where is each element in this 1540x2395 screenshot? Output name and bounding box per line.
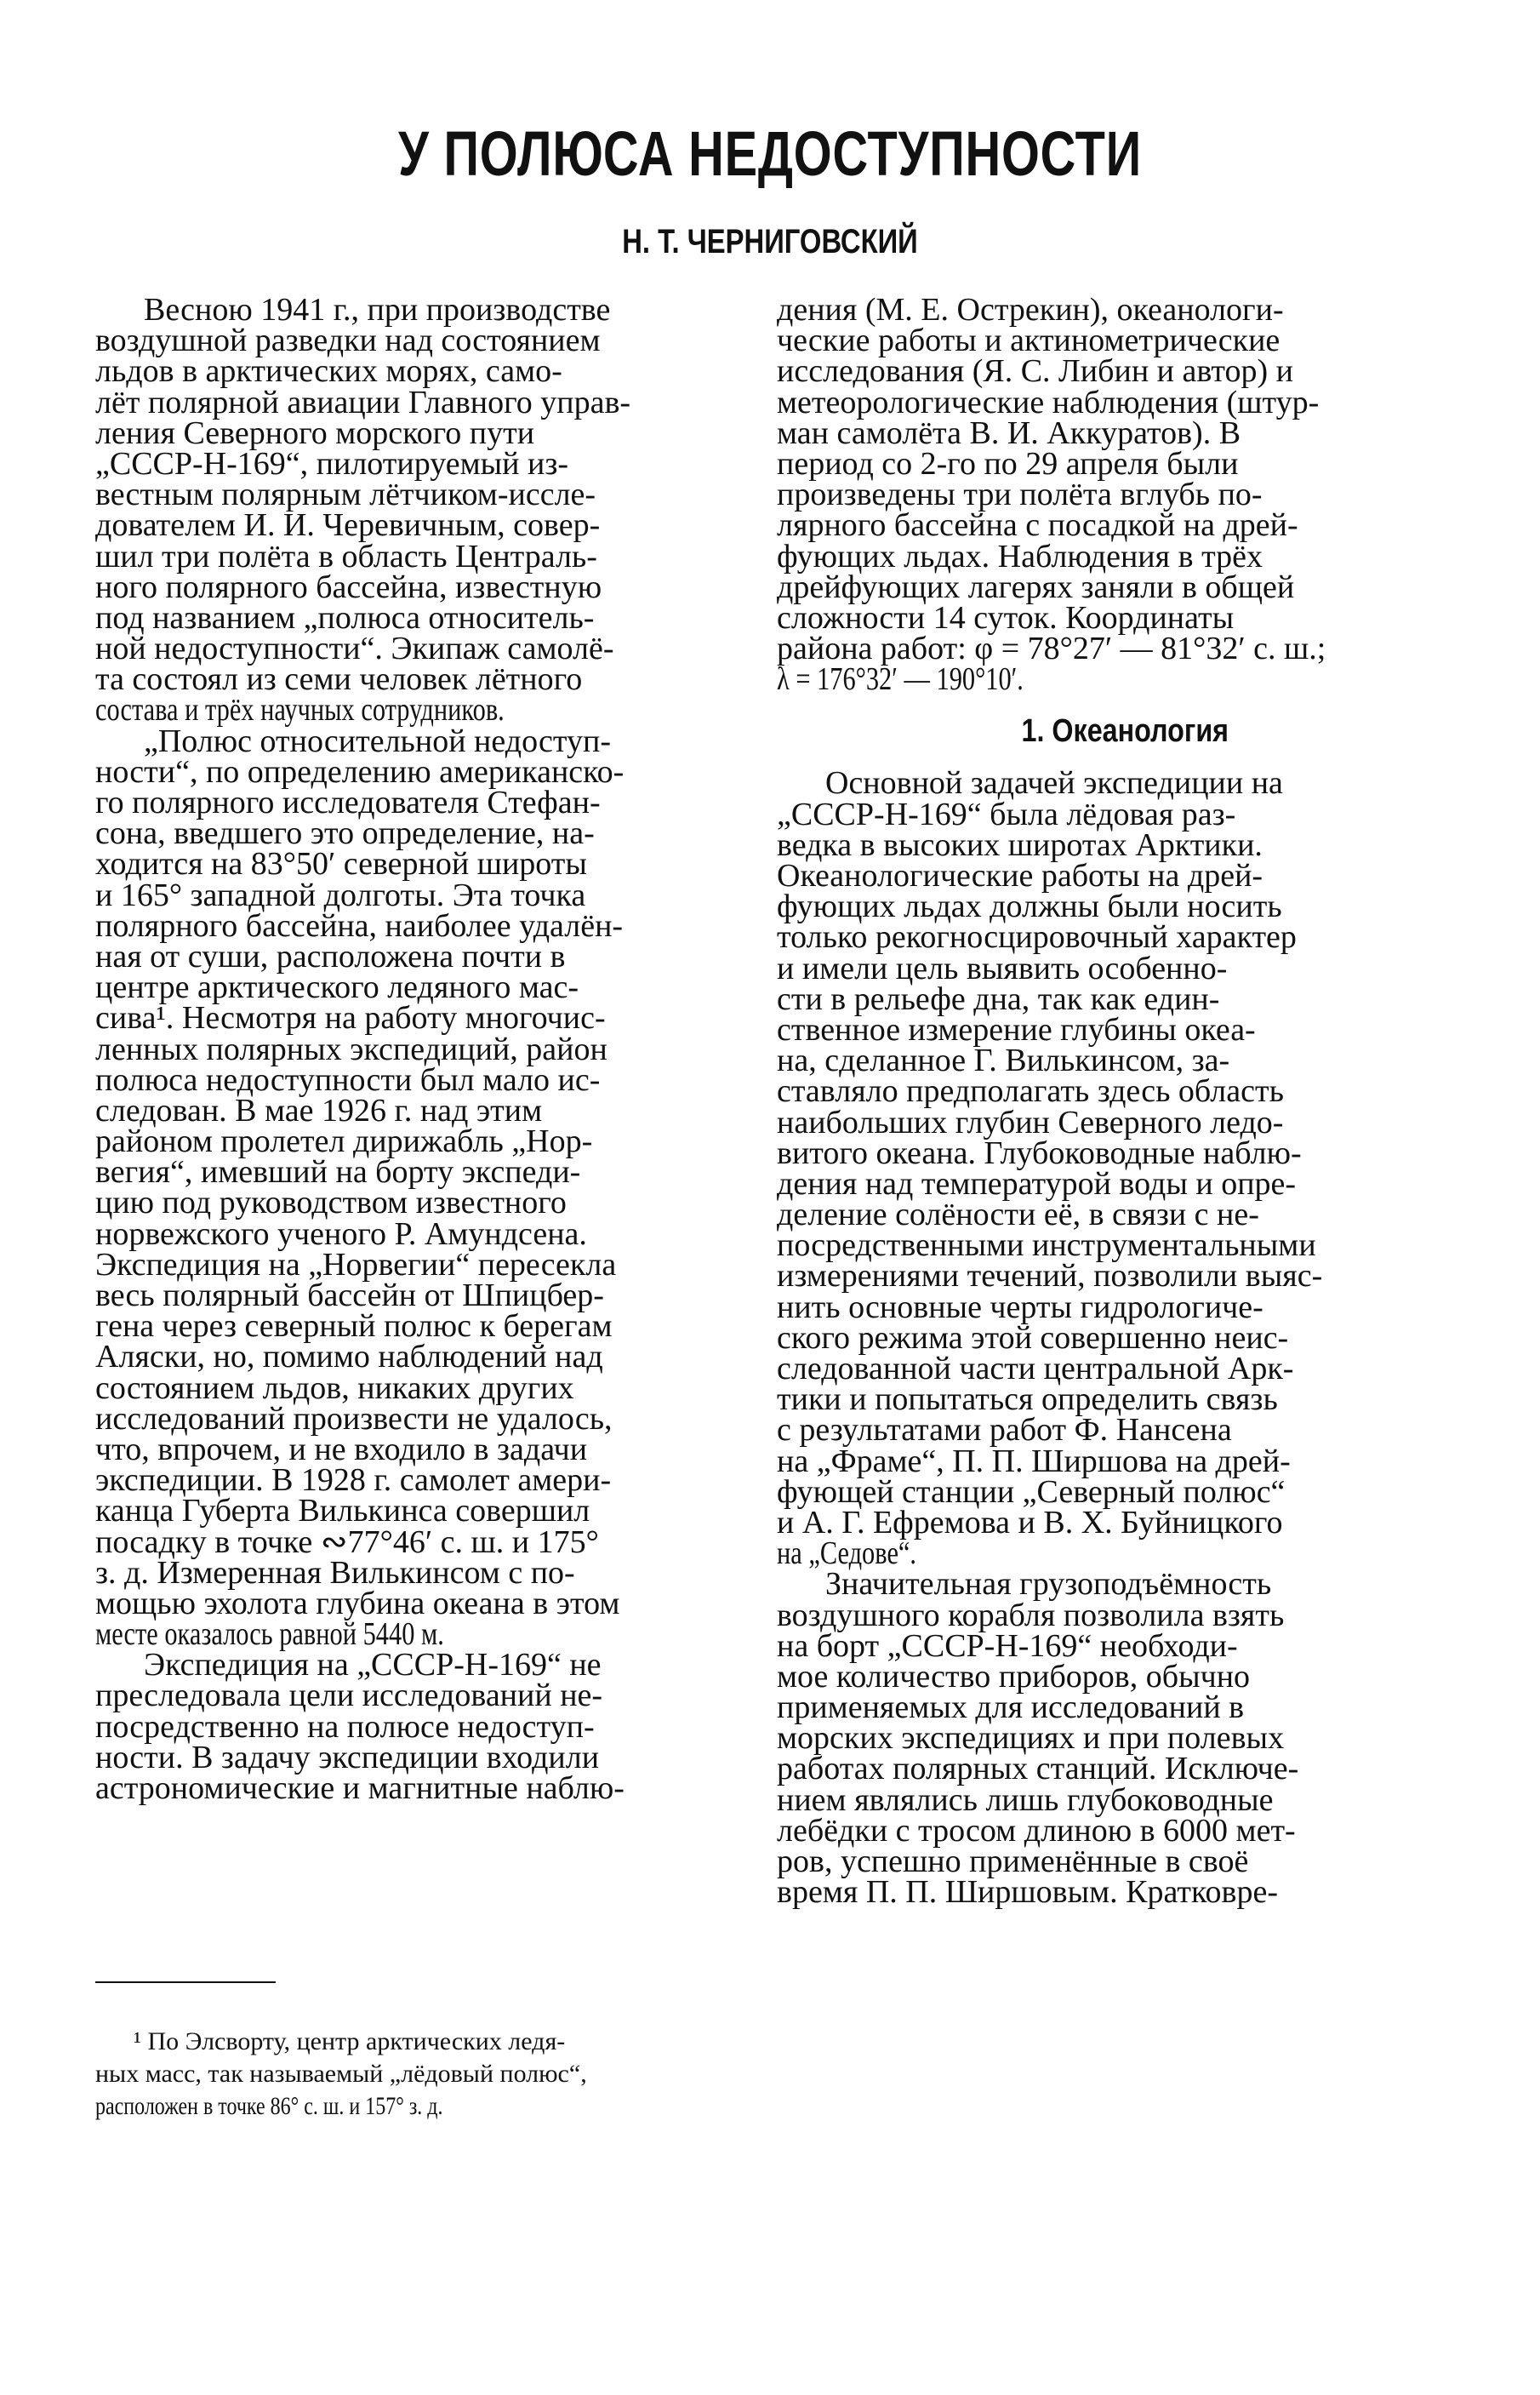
text-line	[95, 1280, 742, 1311]
text-line	[95, 1215, 742, 1252]
text-line-content: λ = 176°32′ — 190°10′.	[777, 661, 1024, 698]
text-line-content: ¹ По Элсворту, центр арктических ледя-	[95, 2027, 566, 2055]
text-line-content: следован. В мае 1926 г. над этим	[95, 1092, 543, 1129]
text-line	[95, 938, 742, 975]
text-line-content: и имели цель выявить особенно-	[777, 950, 1228, 986]
text-line-content: весь полярный бассейн от Шпицбер-	[95, 1278, 604, 1313]
text-line	[95, 1031, 742, 1067]
text-line-content: ственное измерение глубины океа-	[777, 1011, 1256, 1048]
text-line	[777, 1843, 1473, 1879]
text-line-content: районом пролетел дирижабль „Нор-	[95, 1123, 593, 1160]
text-line-content: работах полярных станций. Исключе-	[777, 1751, 1299, 1787]
text-line	[777, 1073, 1473, 1110]
text-line	[95, 631, 742, 667]
text-line-content: посредственными инструментальными	[777, 1227, 1316, 1264]
text-line-content: сона, введшего это определение, на-	[95, 815, 595, 852]
text-line-content: фующей станции „Северный полюс“	[777, 1473, 1286, 1510]
text-line	[95, 384, 742, 420]
text-line-content: посадку в точке ∾77°46′ с. ш. и 175°	[95, 1523, 599, 1560]
article-title: У ПОЛЮСА НЕДОСТУПНОСТИ	[398, 118, 1142, 189]
text-line-content: под названием „полюса относитель-	[95, 599, 595, 636]
text-line-content: на борт „СССР-Н-169“ необходи-	[777, 1627, 1238, 1664]
text-line-content: Экспедиция на „СССР-Н-169“ не	[95, 1647, 602, 1683]
text-line-content: с результатами работ Ф. Нансена	[777, 1412, 1232, 1449]
text-line	[777, 1165, 1473, 1202]
text-line-content: наибольших глубин Северного ледо-	[777, 1104, 1284, 1140]
text-line-content: Значительная грузоподъёмность	[777, 1566, 1272, 1603]
text-line-content: ман самолёта В. И. Аккуратов). В	[777, 414, 1241, 451]
text-line	[777, 980, 1473, 1017]
text-line-content: ческие работы и актинометрические	[777, 323, 1280, 359]
text-line-content: фующих льдах должны были носить	[777, 889, 1282, 925]
text-line	[95, 1708, 742, 1745]
text-line-content: воздушной разведки над состоянием	[95, 323, 601, 359]
text-line	[777, 1353, 1473, 1384]
text-line	[777, 1627, 1473, 1664]
text-line-content: центре арктического ледяного мас-	[95, 969, 579, 1006]
text-line-content: лебёдки с тросом длиною в 6000 мет-	[777, 1812, 1296, 1849]
text-line	[95, 1092, 742, 1129]
text-line-content: мое количество приборов, обычно	[777, 1658, 1251, 1695]
text-line-content: тики и попытаться определить связь	[777, 1381, 1278, 1418]
text-line	[95, 2090, 742, 2123]
text-line	[95, 1185, 742, 1221]
text-line	[777, 1319, 1473, 1356]
text-line	[777, 1812, 1473, 1849]
article-author: Н. Т. ЧЕРНИГОВСКИЙ	[622, 223, 918, 260]
text-line-content: вегия“, имевший на борту экспеди-	[95, 1154, 581, 1191]
text-line-content: воздушного корабля позволила взять	[777, 1597, 1285, 1633]
text-line	[95, 323, 742, 359]
text-line-content: на „Фраме“, П. П. Ширшова на дрей-	[777, 1443, 1291, 1479]
text-line-content: лёт полярной авиации Главного управ-	[95, 384, 631, 420]
text-line-content: гена через северный полюс к берегам	[95, 1308, 613, 1345]
text-line	[777, 353, 1473, 390]
text-line-content: льдов в арктических морях, само-	[95, 353, 562, 390]
text-line-content: ности“, по определению американско-	[95, 753, 625, 790]
text-line-content: астрономические и магнитные наблю-	[95, 1770, 625, 1806]
text-line	[777, 796, 1473, 832]
text-line-content: ров, успешно применённые в своё	[777, 1843, 1249, 1879]
text-line	[95, 2058, 742, 2090]
text-line-content: Весною 1941 г., при производстве	[95, 292, 611, 328]
text-line	[95, 969, 742, 1006]
text-line-content: полярного бассейна, наиболее удалён-	[95, 907, 624, 944]
text-line	[777, 507, 1473, 544]
text-line	[95, 1000, 742, 1037]
text-line	[777, 477, 1473, 513]
text-line	[95, 292, 742, 328]
text-line	[777, 1443, 1473, 1479]
text-line	[777, 1689, 1473, 1726]
text-line-content: состава и трёх научных сотрудников.	[95, 692, 505, 729]
text-line	[95, 414, 742, 451]
text-line	[777, 1043, 1473, 1079]
text-line	[777, 292, 1473, 328]
text-line-content: ского режима этой совершенно неис-	[777, 1319, 1289, 1356]
text-line	[95, 477, 742, 513]
text-line-content: „Полюс относительной недоступ-	[95, 723, 611, 759]
text-line	[777, 858, 1473, 894]
text-line-content: фующих льдах. Наблюдения в трёх	[777, 538, 1263, 574]
text-line-content: посредственно на полюсе недоступ-	[95, 1708, 595, 1745]
text-line-content: норвежского ученого Р. Амундсена.	[95, 1215, 587, 1252]
text-line-content: расположен в точке 86° с. ш. и 157° з. д.	[95, 2092, 443, 2120]
text-line	[777, 1011, 1473, 1048]
text-line	[95, 1061, 742, 1098]
text-line-content: ления Северного морского пути	[95, 414, 535, 451]
text-line-content: дрейфующих лагерях заняли в общей	[777, 569, 1295, 605]
text-line-content: дения над температурой воды и опре-	[777, 1165, 1297, 1202]
text-line-content: преследовала цели исследований не-	[95, 1678, 603, 1714]
text-line-content: „СССР-Н-169“ была лёдовая раз-	[777, 796, 1236, 832]
text-line	[95, 1554, 742, 1591]
text-line-content: мощью эхолота глубина океана в этом	[95, 1585, 620, 1621]
text-line	[777, 950, 1473, 986]
text-line	[95, 1400, 742, 1437]
text-line-content: на „Седове“.	[777, 1535, 917, 1572]
text-line-content: полюса недоступности был мало ис-	[95, 1061, 601, 1098]
text-line-content: период со 2-го по 29 апреля были	[777, 445, 1239, 482]
footnote-separator	[95, 1981, 276, 1983]
text-line	[95, 907, 742, 944]
text-line-content: го полярного исследователя Стефан-	[95, 785, 601, 820]
text-line	[95, 2026, 742, 2058]
text-line	[777, 384, 1473, 420]
text-line-content: шил три полёта в область Централь-	[95, 538, 597, 574]
text-line	[95, 877, 742, 913]
text-line-content: применяемых для исследований в	[777, 1689, 1245, 1726]
text-line-content: канца Губерта Вилькинса совершил	[95, 1493, 590, 1529]
text-line	[777, 1227, 1473, 1264]
text-line-content: Основной задачей экспедиции на	[777, 765, 1283, 802]
text-line	[777, 889, 1473, 925]
text-line-content: что, впрочем, и не входило в задачи	[95, 1431, 588, 1467]
text-line	[95, 1462, 742, 1499]
text-line-content: витого океана. Глубоководные наблю-	[777, 1135, 1302, 1171]
text-line-content: нить основные черты гидрологиче-	[777, 1289, 1263, 1325]
text-line	[95, 538, 742, 574]
text-line	[95, 723, 742, 759]
text-line-content: ходится на 83°50′ северной широты	[95, 846, 587, 883]
text-line	[95, 1647, 742, 1683]
text-line-content: Аляски, но, помимо наблюдений над	[95, 1339, 603, 1375]
text-line-content: з. д. Измеренная Вилькинсом с по-	[95, 1554, 575, 1591]
text-line	[777, 1874, 1473, 1911]
text-line-content: ставляло предполагать здесь область	[777, 1073, 1284, 1110]
text-line	[95, 1523, 742, 1560]
text-line	[95, 1154, 742, 1191]
text-line	[777, 1658, 1473, 1695]
text-line-content: вестным полярным лётчиком-иссле-	[95, 477, 596, 513]
text-line-content: ная от суши, расположена почти в	[95, 938, 566, 975]
left-column	[95, 292, 742, 1806]
text-line-content: сти в рельефе дна, так как един-	[777, 980, 1220, 1017]
text-line-content: следованной части центральной Арк-	[777, 1351, 1294, 1386]
text-line	[95, 692, 742, 729]
text-line-content: ных масс, так называемый „лёдовый полюс“,	[95, 2060, 587, 2088]
text-line	[777, 599, 1473, 636]
text-line-content: только рекогносцировочный характер	[777, 919, 1297, 956]
text-line	[777, 1258, 1473, 1295]
text-line	[777, 445, 1473, 482]
text-line	[777, 1289, 1473, 1325]
text-line-content: на, сделанное Г. Вилькинсом, за-	[777, 1043, 1230, 1079]
text-line-content: сложности 14 суток. Координаты	[777, 599, 1235, 636]
text-line	[95, 599, 742, 636]
text-line	[777, 1504, 1473, 1540]
text-line	[777, 1597, 1473, 1633]
text-line	[95, 1369, 742, 1406]
text-line-content: лярного бассейна с посадкой на дрей-	[777, 507, 1298, 544]
text-line	[777, 919, 1473, 956]
text-line	[777, 1473, 1473, 1510]
text-line-content: морских экспедициях и при полевых	[777, 1720, 1285, 1757]
text-line-content: Экспедиция на „Норвегии“ пересекла	[95, 1246, 617, 1283]
text-line	[777, 765, 1473, 802]
text-line	[95, 1339, 742, 1375]
text-line-content: ведка в высоких широтах Арктики.	[777, 826, 1263, 863]
text-line	[95, 1585, 742, 1621]
text-line	[95, 1123, 742, 1160]
text-line-content: нием являлись лишь глубоководные	[777, 1781, 1274, 1818]
text-line	[95, 1308, 742, 1345]
text-line	[777, 631, 1473, 667]
text-line	[777, 1135, 1473, 1171]
text-line-content: ности. В задачу экспедиции входили	[95, 1739, 600, 1775]
text-line	[95, 753, 742, 790]
text-line	[95, 1739, 742, 1775]
text-line	[95, 507, 742, 544]
text-line	[95, 1431, 742, 1467]
right-column-body	[777, 765, 1473, 1911]
text-line	[777, 1104, 1473, 1140]
text-line	[95, 1678, 742, 1714]
text-line	[777, 323, 1473, 359]
text-line	[777, 1197, 1473, 1233]
footnote	[95, 2026, 742, 2123]
text-line-content: ленных полярных экспедиций, район	[95, 1031, 607, 1067]
text-line-content: измерениями течений, позволили выяс-	[777, 1258, 1323, 1295]
text-line	[95, 1770, 742, 1806]
text-line	[777, 1720, 1473, 1757]
text-line	[777, 1781, 1473, 1818]
text-line	[95, 1616, 742, 1653]
text-line-content: ного полярного бассейна, известную	[95, 569, 602, 605]
text-line	[95, 661, 742, 698]
text-line-content: дователем И. И. Черевичным, совер-	[95, 507, 601, 544]
text-line	[95, 846, 742, 883]
text-line-content: цию под руководством известного	[95, 1185, 567, 1221]
text-line	[777, 1381, 1473, 1418]
text-line	[777, 1566, 1473, 1603]
text-line	[95, 1493, 742, 1529]
text-line-content: ной недоступности“. Экипаж самолё-	[95, 631, 614, 667]
text-line	[95, 815, 742, 852]
text-line-content: месте оказалось равной 5440 м.	[95, 1616, 444, 1653]
text-line	[777, 538, 1473, 574]
text-line	[95, 787, 742, 818]
text-line-content: и А. Г. Ефремова и В. Х. Буйницкого	[777, 1504, 1283, 1540]
right-column	[777, 292, 1473, 1911]
text-line	[95, 445, 742, 482]
section-heading-text: 1. Океанология	[1021, 713, 1229, 750]
text-line-content: и 165° западной долготы. Эта точка	[95, 877, 586, 913]
text-line	[95, 1246, 742, 1283]
text-line	[777, 826, 1473, 863]
text-line-content: экспедиции. В 1928 г. самолет амери-	[95, 1462, 612, 1499]
text-line-content: произведены три полёта вглубь по-	[777, 477, 1263, 513]
section-heading-oceanology	[777, 694, 1473, 768]
text-line	[95, 353, 742, 390]
text-line-content: исследований произвести не удалось,	[95, 1400, 613, 1437]
text-line	[777, 569, 1473, 605]
right-column-intro	[777, 292, 1473, 698]
text-line	[777, 1751, 1473, 1787]
text-line-content: деление солёности её, в связи с не-	[777, 1197, 1259, 1233]
text-line-content: состоянием льдов, никаких других	[95, 1369, 574, 1406]
text-line-content: метеорологические наблюдения (штур-	[777, 384, 1320, 420]
text-line-content: дения (М. Е. Острекин), океанологи-	[777, 292, 1284, 328]
text-line	[777, 1535, 1473, 1572]
text-line	[777, 661, 1473, 698]
text-line-content: „СССР-Н-169“, пилотируемый из-	[95, 445, 569, 482]
text-line-content: района работ: φ = 78°27′ — 81°32′ с. ш.;	[777, 631, 1326, 667]
text-line	[777, 1412, 1473, 1449]
text-line	[777, 414, 1473, 451]
text-line-content: исследования (Я. С. Либин и автор) и	[777, 353, 1293, 390]
text-line-content: сива¹. Несмотря на работу многочис-	[95, 1000, 606, 1037]
text-line-content: Океанологические работы на дрей-	[777, 858, 1263, 894]
text-line	[95, 569, 742, 605]
text-line-content: время П. П. Ширшовым. Кратковре-	[777, 1874, 1278, 1911]
text-line-content: та состоял из семи человек лётного	[95, 661, 583, 698]
